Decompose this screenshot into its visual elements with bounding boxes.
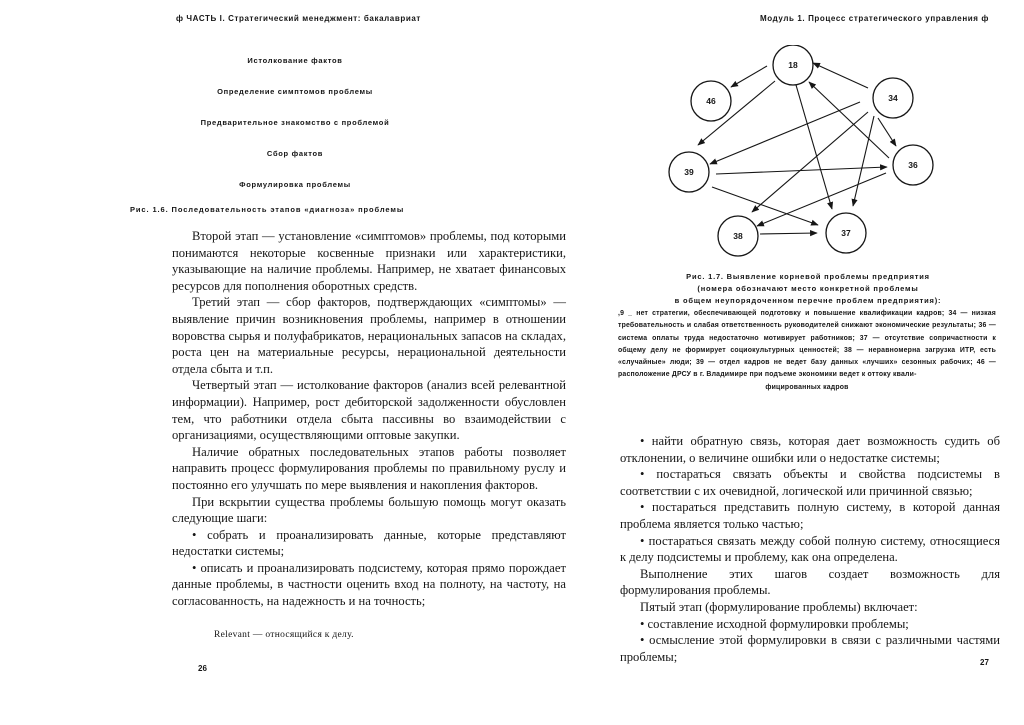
- node-label-38: 38: [733, 231, 743, 241]
- left-running-header: ф ЧАСТЬ I. Стратегический менеджмент: бакалавриат: [176, 14, 421, 23]
- figure-step-4: Сбор фактов: [266, 149, 324, 158]
- node-label-36: 36: [908, 160, 918, 170]
- edge-18-46: [731, 66, 767, 87]
- edge-36-38: [757, 173, 886, 226]
- problem-graph: [660, 45, 960, 265]
- node-label-46: 46: [706, 96, 716, 106]
- list-item: • постараться связать между собой полную систему, относящиеся к делу подсистемы и проблему, как она определена.: [620, 533, 1000, 565]
- list-item: • найти обратную связь, которая дает возможность судить об отклонении, о величине ошибки или о недостатке системы;: [620, 434, 1000, 465]
- graph-nodes: [669, 45, 933, 256]
- list-item: • постараться связать объекты и свойства подсистемы в соответствии с их очевидной, логической или причинной связью;: [620, 467, 1000, 498]
- left-body-text: [172, 228, 566, 610]
- right-running-header: Модуль 1. Процесс стратегического управления ф: [760, 14, 989, 23]
- node-label-34: 34: [888, 93, 898, 103]
- figure-caption-1-6: Рис. 1.6. Последовательность этапов «диагноза» проблемы: [130, 205, 405, 214]
- legend-text: ,9 _ нет стратегии, обеспечивающей подготовку и повышение квалификации кадров; 34 — низкая требовательность и слабая ответственность руководителей снижают экономические результаты; 36 — система оплаты труда недостаточно мотивирует работников; 37 — отсутствие сопричастности к общему делу не формирует социокультурных ценностей; 38 — неравномерна загрузка ИТР, есть «случайные» люди; 39 — отдел кадров не ведет базу данных «лучших» сезонных рабочих; 46 — расположение ДРСУ в г. Владимире при подъеме экономики ведет к оттоку квали-: [618, 310, 996, 379]
- footnote: Relevant — относящийся к делу.: [214, 630, 354, 640]
- node-label-37: 37: [841, 228, 851, 238]
- page-number-right: 27: [980, 658, 989, 667]
- figure-caption-1-7: [608, 271, 1008, 307]
- paragraph: При вскрытии существа проблемы большую помощь могут оказать следующие шаги:: [172, 494, 566, 526]
- paragraph: Второй этап — установление «симптомов» проблемы, под которыми понимаются некоторые косвенные признаки или характеристики, указывающие на наличие проблемы. Например, не хватает финансовых ресурсов для пополнения оборотных средств.: [172, 229, 566, 293]
- figure-step-3: Предварительное знакомство с проблемой: [200, 118, 390, 127]
- list-item: • собрать и проанализировать данные, которые представляют недостатки системы;: [172, 527, 566, 559]
- edge-34-37: [853, 116, 874, 206]
- paragraph: Выполнение этих шагов создает возможность для формулирования проблемы.: [620, 566, 1000, 598]
- page-number-left: 26: [198, 664, 207, 673]
- list-item: • составление исходной формулировки проблемы;: [640, 616, 909, 631]
- figure-step-5: Формулировка проблемы: [239, 180, 351, 189]
- edge-38-37: [760, 233, 817, 234]
- right-body-text: [620, 433, 1000, 665]
- figure-step-1: Истолкование фактов: [247, 56, 343, 65]
- figure-legend: [618, 308, 996, 394]
- node-label-39: 39: [684, 167, 694, 177]
- figure-step-2: Определение симптомов проблемы: [217, 87, 373, 96]
- graph-edges: [698, 63, 896, 234]
- edge-34-18: [813, 63, 868, 88]
- list-item: • осмысление этой формулировки в связи с различными частями проблемы;: [620, 633, 1000, 664]
- list-item: • постараться представить полную систему, в которой данная проблема является только частью;: [620, 500, 1000, 531]
- caption-line: Рис. 1.7. Выявление корневой проблемы предприятия: [686, 272, 930, 281]
- edge-34-39: [710, 102, 860, 164]
- legend-last-line: фицированных кадров: [765, 383, 849, 391]
- paragraph: Четвертый этап — истолкование факторов (анализ всей релевантной информации). Например, рост дебиторской задолженности обусловлен тем, что работники отдела сбыта пассивны во взаимодействии с организациями, осуществляющими оптовые закупки.: [172, 378, 566, 443]
- edge-34-38: [752, 112, 868, 212]
- paragraph: Пятый этап (формулирование проблемы) включает:: [640, 599, 918, 614]
- caption-line: в общем неупорядоченном перечне проблем предприятия):: [674, 296, 942, 305]
- paragraph: Третий этап — сбор факторов, подтверждающих «симптомы» — выявление причин возникновения проблемы, например в отношении воровства сырья и полуфабрикатов, нерациональных запасов на складах, роста цен на материальные ресурсы, нерациональной деятельности отдела сбыта и т.п.: [172, 295, 566, 376]
- paragraph: Наличие обратных последовательных этапов работы позволяет направить процесс формулирования проблемы по правильному руслу и постоянно его улучшать по мере выявления и накопления факторов.: [172, 444, 566, 492]
- node-label-18: 18: [788, 60, 798, 70]
- edge-34-36: [878, 118, 896, 146]
- list-item: • описать и проанализировать подсистему, которая прямо порождает данные проблемы, в частности оценить вход на полноту, на частоту, на согласованность, на надежность и на точность;: [172, 560, 566, 609]
- caption-line: (номера обозначают место конкретной проблемы: [697, 284, 919, 293]
